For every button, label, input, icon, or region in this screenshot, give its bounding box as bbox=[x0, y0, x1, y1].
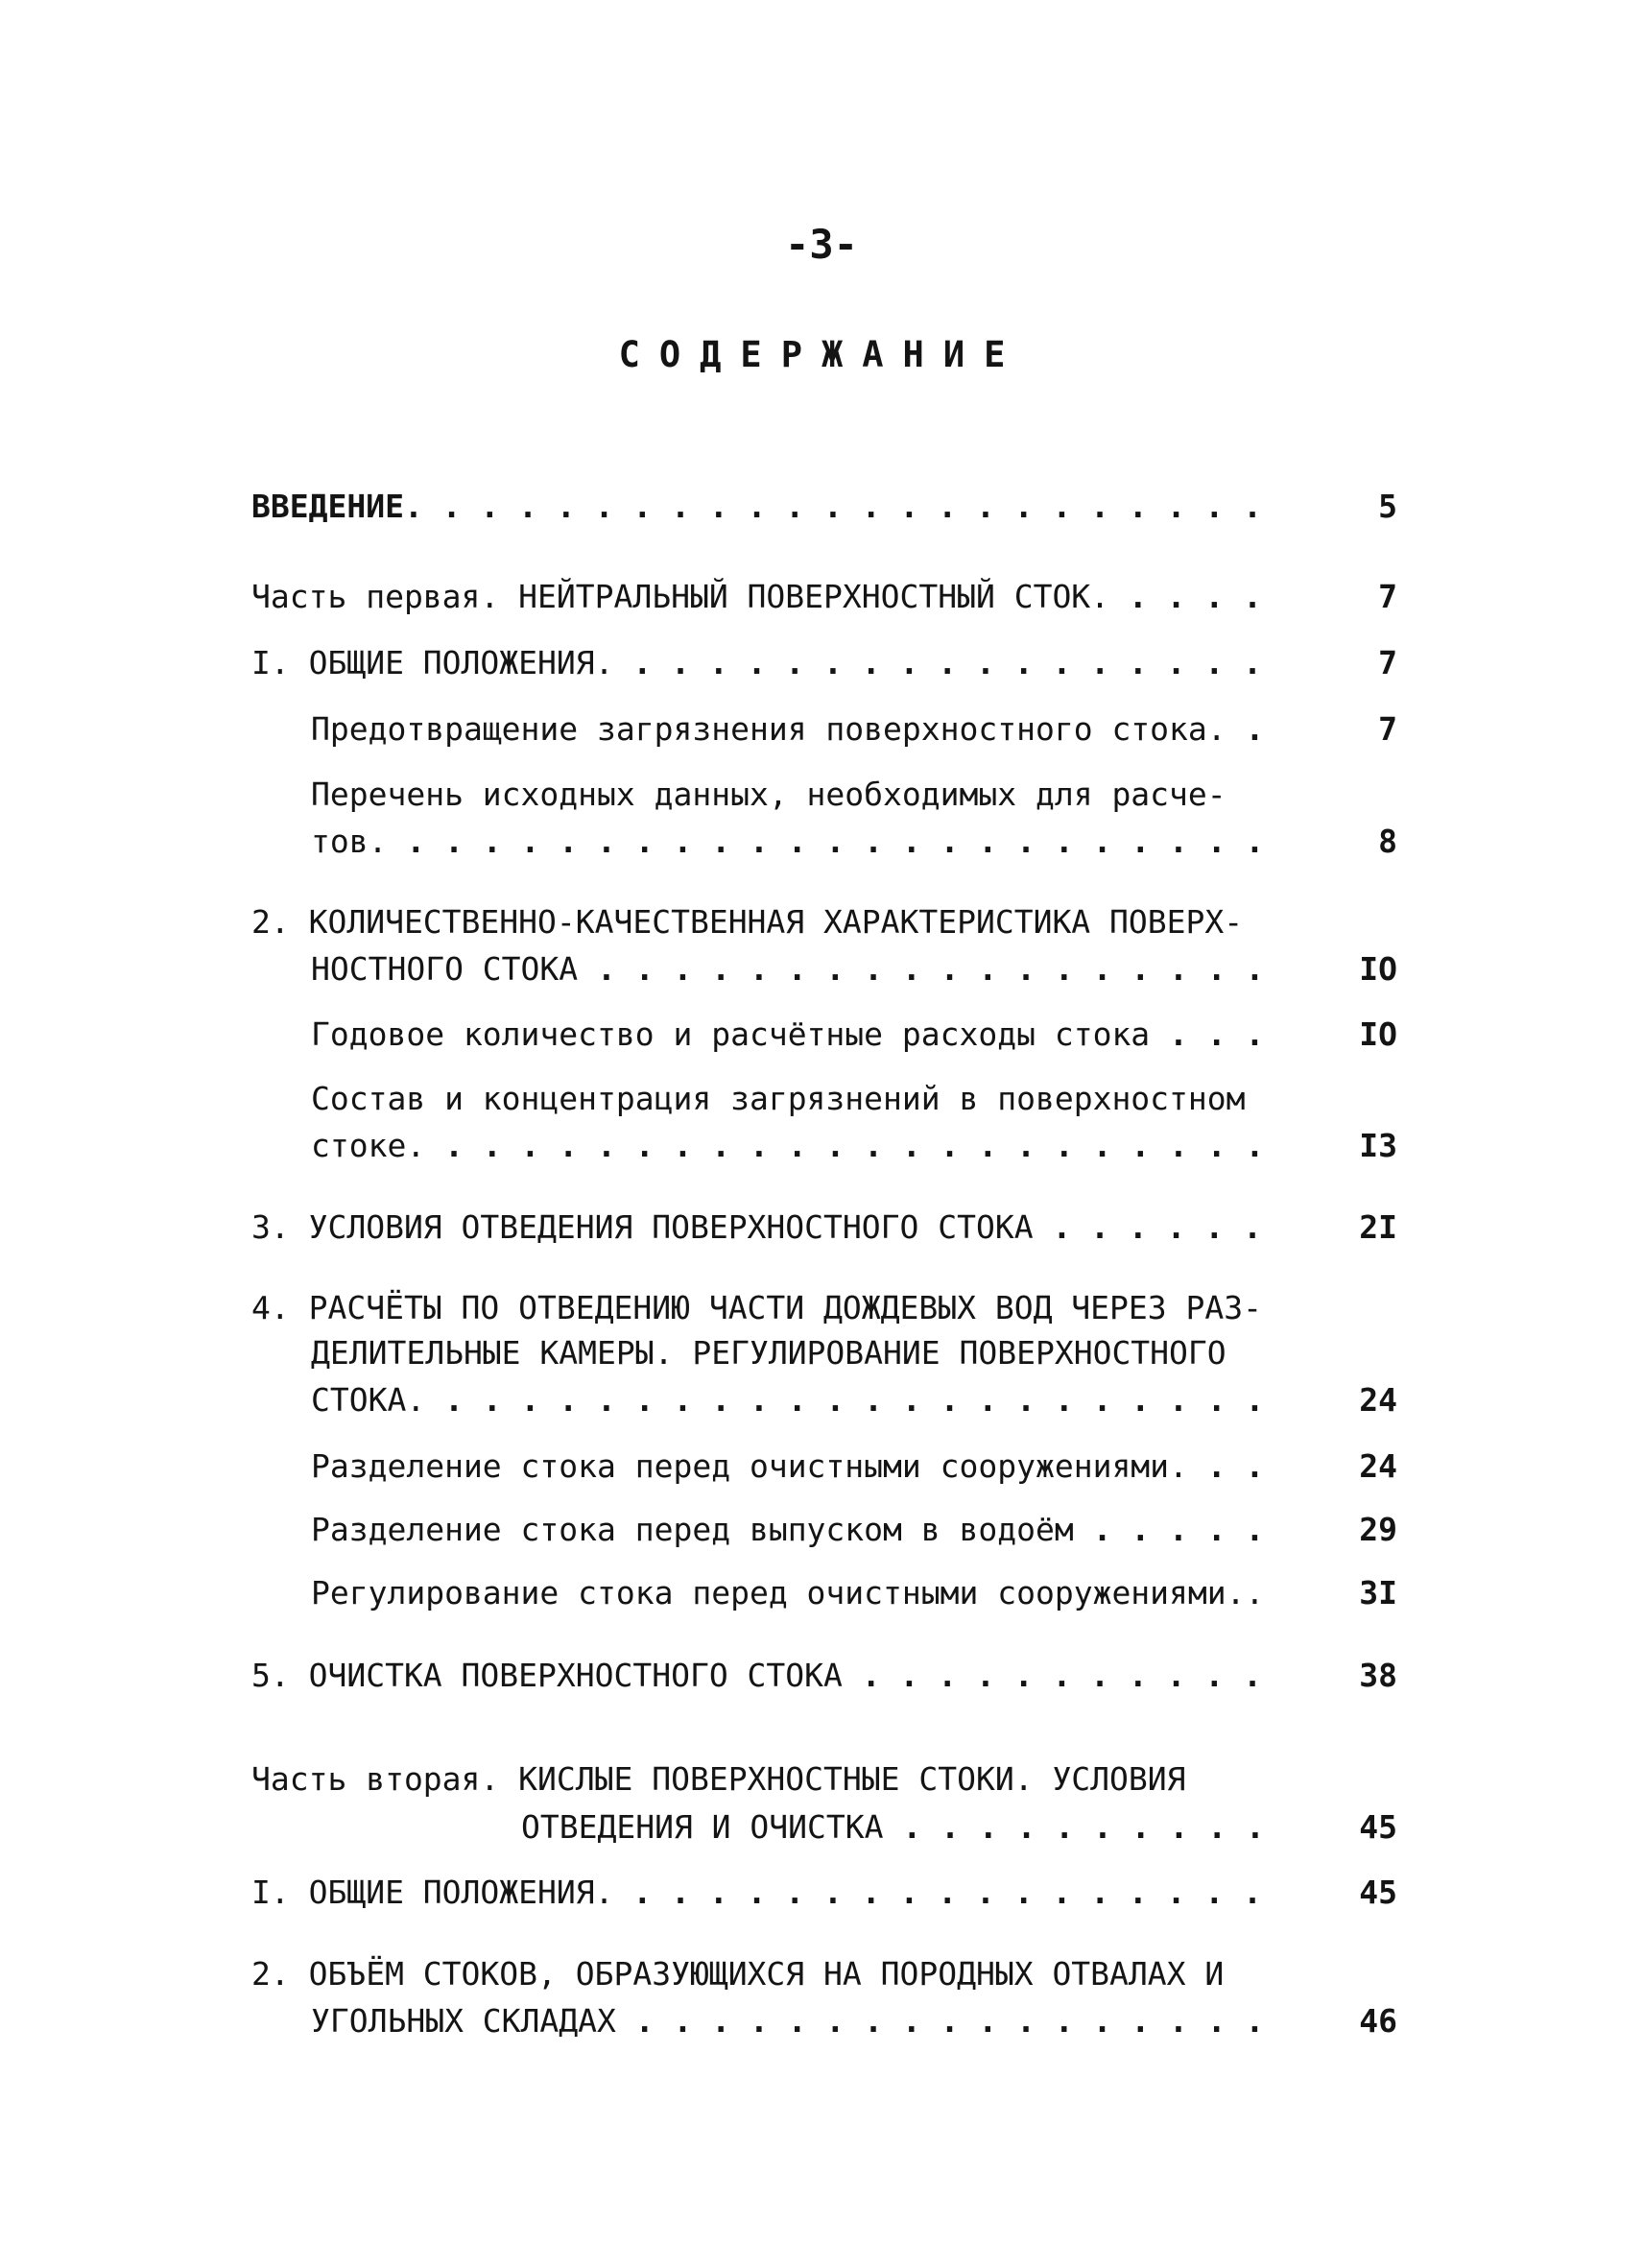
toc-entry-part-two-line-2: ОТВЕДЕНИЯ И ОЧИСТКА . . . bbox=[521, 1803, 1280, 1851]
toc-page-treatment: 38 bbox=[1359, 1657, 1397, 1694]
toc-entry-runoff-volume-line-2: УГОЛЬНЫХ СКЛАДАХ . . . bbox=[311, 1997, 1280, 2045]
toc-entry-general-provisions: I. ОБЩИЕ ПОЛОЖЕНИЯ. . . . bbox=[251, 639, 1280, 687]
toc-title: СОДЕРЖАНИЕ bbox=[618, 334, 1025, 375]
toc-entry-discharge-conditions: 3. УСЛОВИЯ ОТВЕДЕНИЯ ПОВЕРХНОСТНОГО СТОКА . . . bbox=[251, 1204, 1280, 1252]
toc-entry-characteristics-line-2: НОСТНОГО СТОКА . . . bbox=[311, 945, 1280, 993]
toc-entry-composition-line-2: стоке. . . . bbox=[311, 1122, 1280, 1170]
toc-entry-initial-data-line-1: Перечень исходных данных, необходимых для расче- bbox=[311, 776, 1226, 813]
toc-page-runoff-volume: 46 bbox=[1359, 2002, 1397, 2040]
toc-page-calculations: 24 bbox=[1359, 1381, 1397, 1419]
toc-page-separation-treatment: 24 bbox=[1359, 1447, 1397, 1485]
toc-page-general-provisions: 7 bbox=[1378, 644, 1397, 681]
toc-page-part-two-general: 45 bbox=[1359, 1874, 1397, 1911]
toc-page-intro: 5 bbox=[1378, 488, 1397, 525]
toc-entry-flow-regulation: Регулирование стока перед очистными сооружениями.. bbox=[311, 1574, 1265, 1611]
toc-entry-annual-amount: Годовое количество и расчётные расходы стока . . . bbox=[311, 1011, 1280, 1059]
toc-page-part-one: 7 bbox=[1378, 578, 1397, 615]
toc-page-composition: I3 bbox=[1359, 1127, 1397, 1164]
toc-entry-calculations-line-2: ДЕЛИТЕЛЬНЫЕ КАМЕРЫ. РЕГУЛИРОВАНИЕ ПОВЕРХНОСТНОГО bbox=[311, 1334, 1226, 1372]
toc-page-annual-amount: IO bbox=[1359, 1015, 1397, 1053]
toc-entry-part-two-general: I. ОБЩИЕ ПОЛОЖЕНИЯ. . . . bbox=[251, 1869, 1280, 1917]
toc-page-characteristics: IO bbox=[1359, 950, 1397, 988]
toc-entry-runoff-volume-line-1: 2. ОБЪЁМ СТОКОВ, ОБРАЗУЮЩИХСЯ НА ПОРОДНЫХ ОТВАЛАХ И bbox=[251, 1955, 1225, 1993]
toc-entry-part-two-line-1: Часть вторая. КИСЛЫЕ ПОВЕРХНОСТНЫЕ СТОКИ. УСЛОВИЯ bbox=[251, 1760, 1186, 1798]
toc-page-part-two: 45 bbox=[1359, 1808, 1397, 1846]
toc-entry-initial-data-line-2: тов. . . . bbox=[311, 818, 1280, 866]
toc-page-flow-regulation: 3I bbox=[1359, 1574, 1397, 1611]
toc-entry-treatment: 5. ОЧИСТКА ПОВЕРХНОСТНОГО СТОКА . . . bbox=[251, 1652, 1280, 1700]
toc-entry-intro: ВВЕДЕНИЕ. . . . bbox=[251, 483, 1280, 531]
toc-entry-part-one: Часть первая. НЕЙТРАЛЬНЫЙ ПОВЕРХНОСТНЫЙ СТОК. . . . bbox=[251, 573, 1280, 621]
toc-entry-characteristics-line-1: 2. КОЛИЧЕСТВЕННО-КАЧЕСТВЕННАЯ ХАРАКТЕРИСТИКА ПОВЕРХ- bbox=[251, 903, 1244, 941]
toc-page-separation-outlet: 29 bbox=[1359, 1511, 1397, 1548]
toc-entry-calculations-line-1: 4. РАСЧЁТЫ ПО ОТВЕДЕНИЮ ЧАСТИ ДОЖДЕВЫХ ВОД ЧЕРЕЗ РАЗ- bbox=[251, 1289, 1262, 1326]
toc-page-pollution-prevention: 7 bbox=[1378, 710, 1397, 748]
toc-entry-separation-treatment: Разделение стока перед очистными сооружениями. . . . bbox=[311, 1443, 1280, 1491]
toc-page-discharge-conditions: 2I bbox=[1359, 1208, 1397, 1246]
toc-entry-composition-line-1: Состав и концентрация загрязнений в поверхностном bbox=[311, 1080, 1246, 1117]
toc-entry-calculations-line-3: СТОКА. . . . bbox=[311, 1376, 1280, 1424]
toc-entry-pollution-prevention: Предотвращение загрязнения поверхностного стока. . . . bbox=[311, 705, 1280, 753]
toc-entry-separation-outlet: Разделение стока перед выпуском в водоём . . . bbox=[311, 1506, 1280, 1554]
page-number: -3- bbox=[785, 221, 858, 268]
toc-page-initial-data: 8 bbox=[1378, 823, 1397, 860]
